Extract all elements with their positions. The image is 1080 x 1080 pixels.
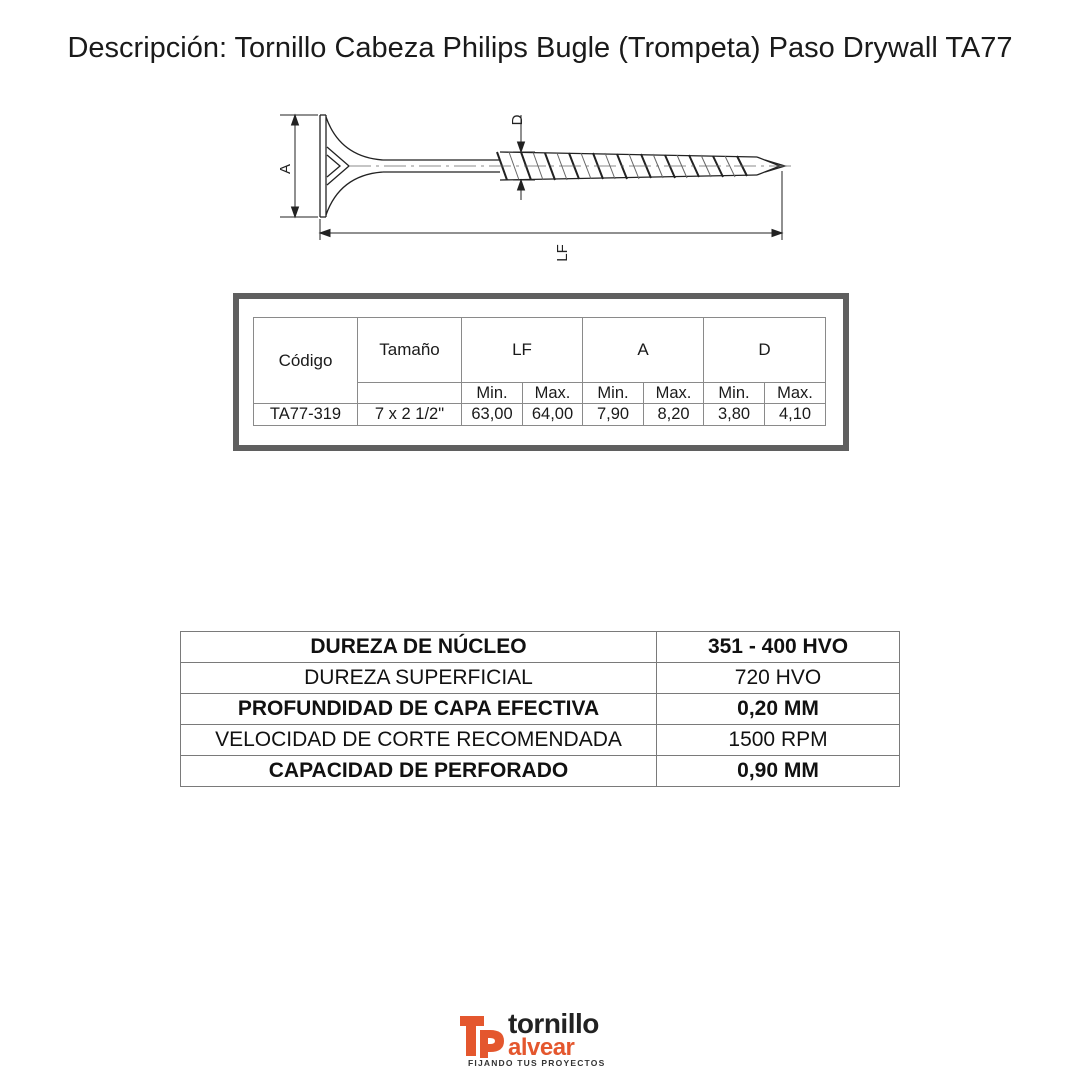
- subheader-lf-max: Max.: [523, 383, 583, 404]
- cell-d-max: 4,10: [765, 404, 826, 426]
- table-row: [181, 725, 900, 756]
- logo-mark-icon: [458, 1012, 506, 1062]
- property-value: 0,20 MM: [657, 694, 900, 725]
- header-d: D: [704, 318, 826, 383]
- properties-table: [180, 631, 900, 787]
- table-row: [181, 756, 900, 787]
- cell-a-max: 8,20: [644, 404, 704, 426]
- dim-label-lf: LF: [554, 244, 571, 262]
- header-tamano-sub: [358, 383, 462, 404]
- table-row: [181, 694, 900, 725]
- dim-label-d: D: [509, 114, 526, 126]
- cell-codigo: TA77-319: [254, 404, 358, 426]
- header-lf: LF: [462, 318, 583, 383]
- cell-tamano: 7 x 2 1/2": [358, 404, 462, 426]
- page-title: Descripción: Tornillo Cabeza Philips Bugle (Trompeta) Paso Drywall TA77: [67, 32, 1013, 64]
- cell-d-min: 3,80: [704, 404, 765, 426]
- screw-diagram: [265, 105, 805, 275]
- brand-logo: [458, 1008, 628, 1070]
- header-codigo: Código: [254, 318, 358, 404]
- property-value: 351 - 400 HVO: [657, 632, 900, 663]
- property-value: 1500 RPM: [657, 725, 900, 756]
- subheader-d-max: Max.: [765, 383, 826, 404]
- logo-word-alvear: alvear: [508, 1034, 575, 1061]
- table-row: [181, 663, 900, 694]
- header-a: A: [583, 318, 704, 383]
- property-label: PROFUNDIDAD DE CAPA EFECTIVA: [181, 694, 657, 725]
- cell-lf-max: 64,00: [523, 404, 583, 426]
- subheader-d-min: Min.: [704, 383, 765, 404]
- property-label: CAPACIDAD DE PERFORADO: [181, 756, 657, 787]
- cell-lf-min: 63,00: [462, 404, 523, 426]
- property-value: 720 HVO: [657, 663, 900, 694]
- property-label: VELOCIDAD DE CORTE RECOMENDADA: [181, 725, 657, 756]
- property-label: DUREZA SUPERFICIAL: [181, 663, 657, 694]
- logo-word-tornillo: tornillo: [508, 1008, 599, 1039]
- dim-label-a: A: [277, 163, 294, 175]
- header-tamano: Tamaño: [358, 318, 462, 383]
- subheader-lf-min: Min.: [462, 383, 523, 404]
- subheader-a-max: Max.: [644, 383, 704, 404]
- cell-a-min: 7,90: [583, 404, 644, 426]
- property-value: 0,90 MM: [657, 756, 900, 787]
- spec-table: [253, 317, 826, 426]
- property-label: DUREZA DE NÚCLEO: [181, 632, 657, 663]
- logo-tagline: FIJANDO TUS PROYECTOS: [468, 1058, 606, 1068]
- table-row: [181, 632, 900, 663]
- subheader-a-min: Min.: [583, 383, 644, 404]
